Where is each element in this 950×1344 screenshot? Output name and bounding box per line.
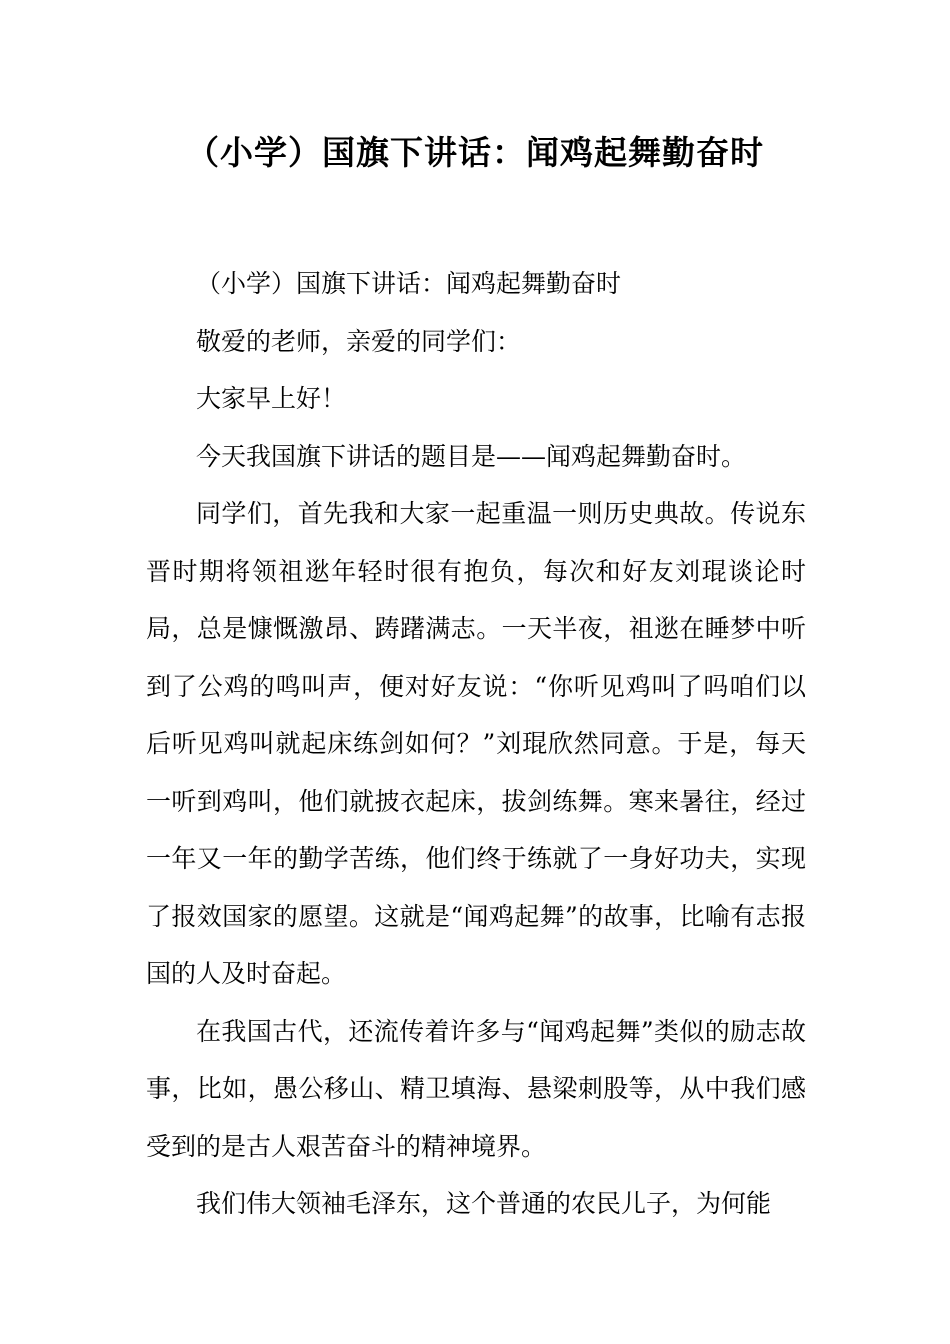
paragraph-topic: 今天我国旗下讲话的题目是——闻鸡起舞勤奋时。 — [196, 441, 747, 471]
paragraph-story: 同学们，首先我和大家一起重温一则历史典故。传说东晋时期将领祖逖年轻时很有抱负，每次和好友刘琨谈论时局，总是慷慨激昂、踌躇满志。一天半夜，祖逖在睡梦中听到了公鸡的鸣叫声，便对好友说：“你听见鸡叫了吗咱们以后听见鸡叫就起床练剑如何？”刘琨欣然同意。于是，每天一听到鸡叫，他们就披衣起床，拔剑练舞。寒来暑往，经过一年又一年的勤学苦练，他们终于练就了一身好功夫，实现了报效国家的愿望。这就是“闻鸡起舞”的故事，比喻有志报国的人及时奋起。 — [146, 499, 806, 988]
document-title: （小学）国旗下讲话：闻鸡起舞勤奋时 — [186, 133, 764, 172]
paragraph-greeting: 大家早上好！ — [196, 384, 347, 413]
paragraph-salutation: 敬爱的老师，亲爱的同学们： — [196, 326, 522, 356]
paragraph-mao: 我们伟大领袖毛泽东，这个普通的农民儿子，为何能 — [196, 1189, 772, 1218]
paragraph-ancient-examples: 在我国古代，还流传着许多与“闻鸡起舞”类似的励志故事，比如，愚公移山、精卫填海、悬梁刺股等，从中我们感受到的是古人艰苦奋斗的精神境界。 — [146, 1016, 806, 1161]
paragraph-heading-repeat: （小学）国旗下讲话：闻鸡起舞勤奋时 — [196, 269, 622, 298]
document-body — [146, 255, 806, 1233]
